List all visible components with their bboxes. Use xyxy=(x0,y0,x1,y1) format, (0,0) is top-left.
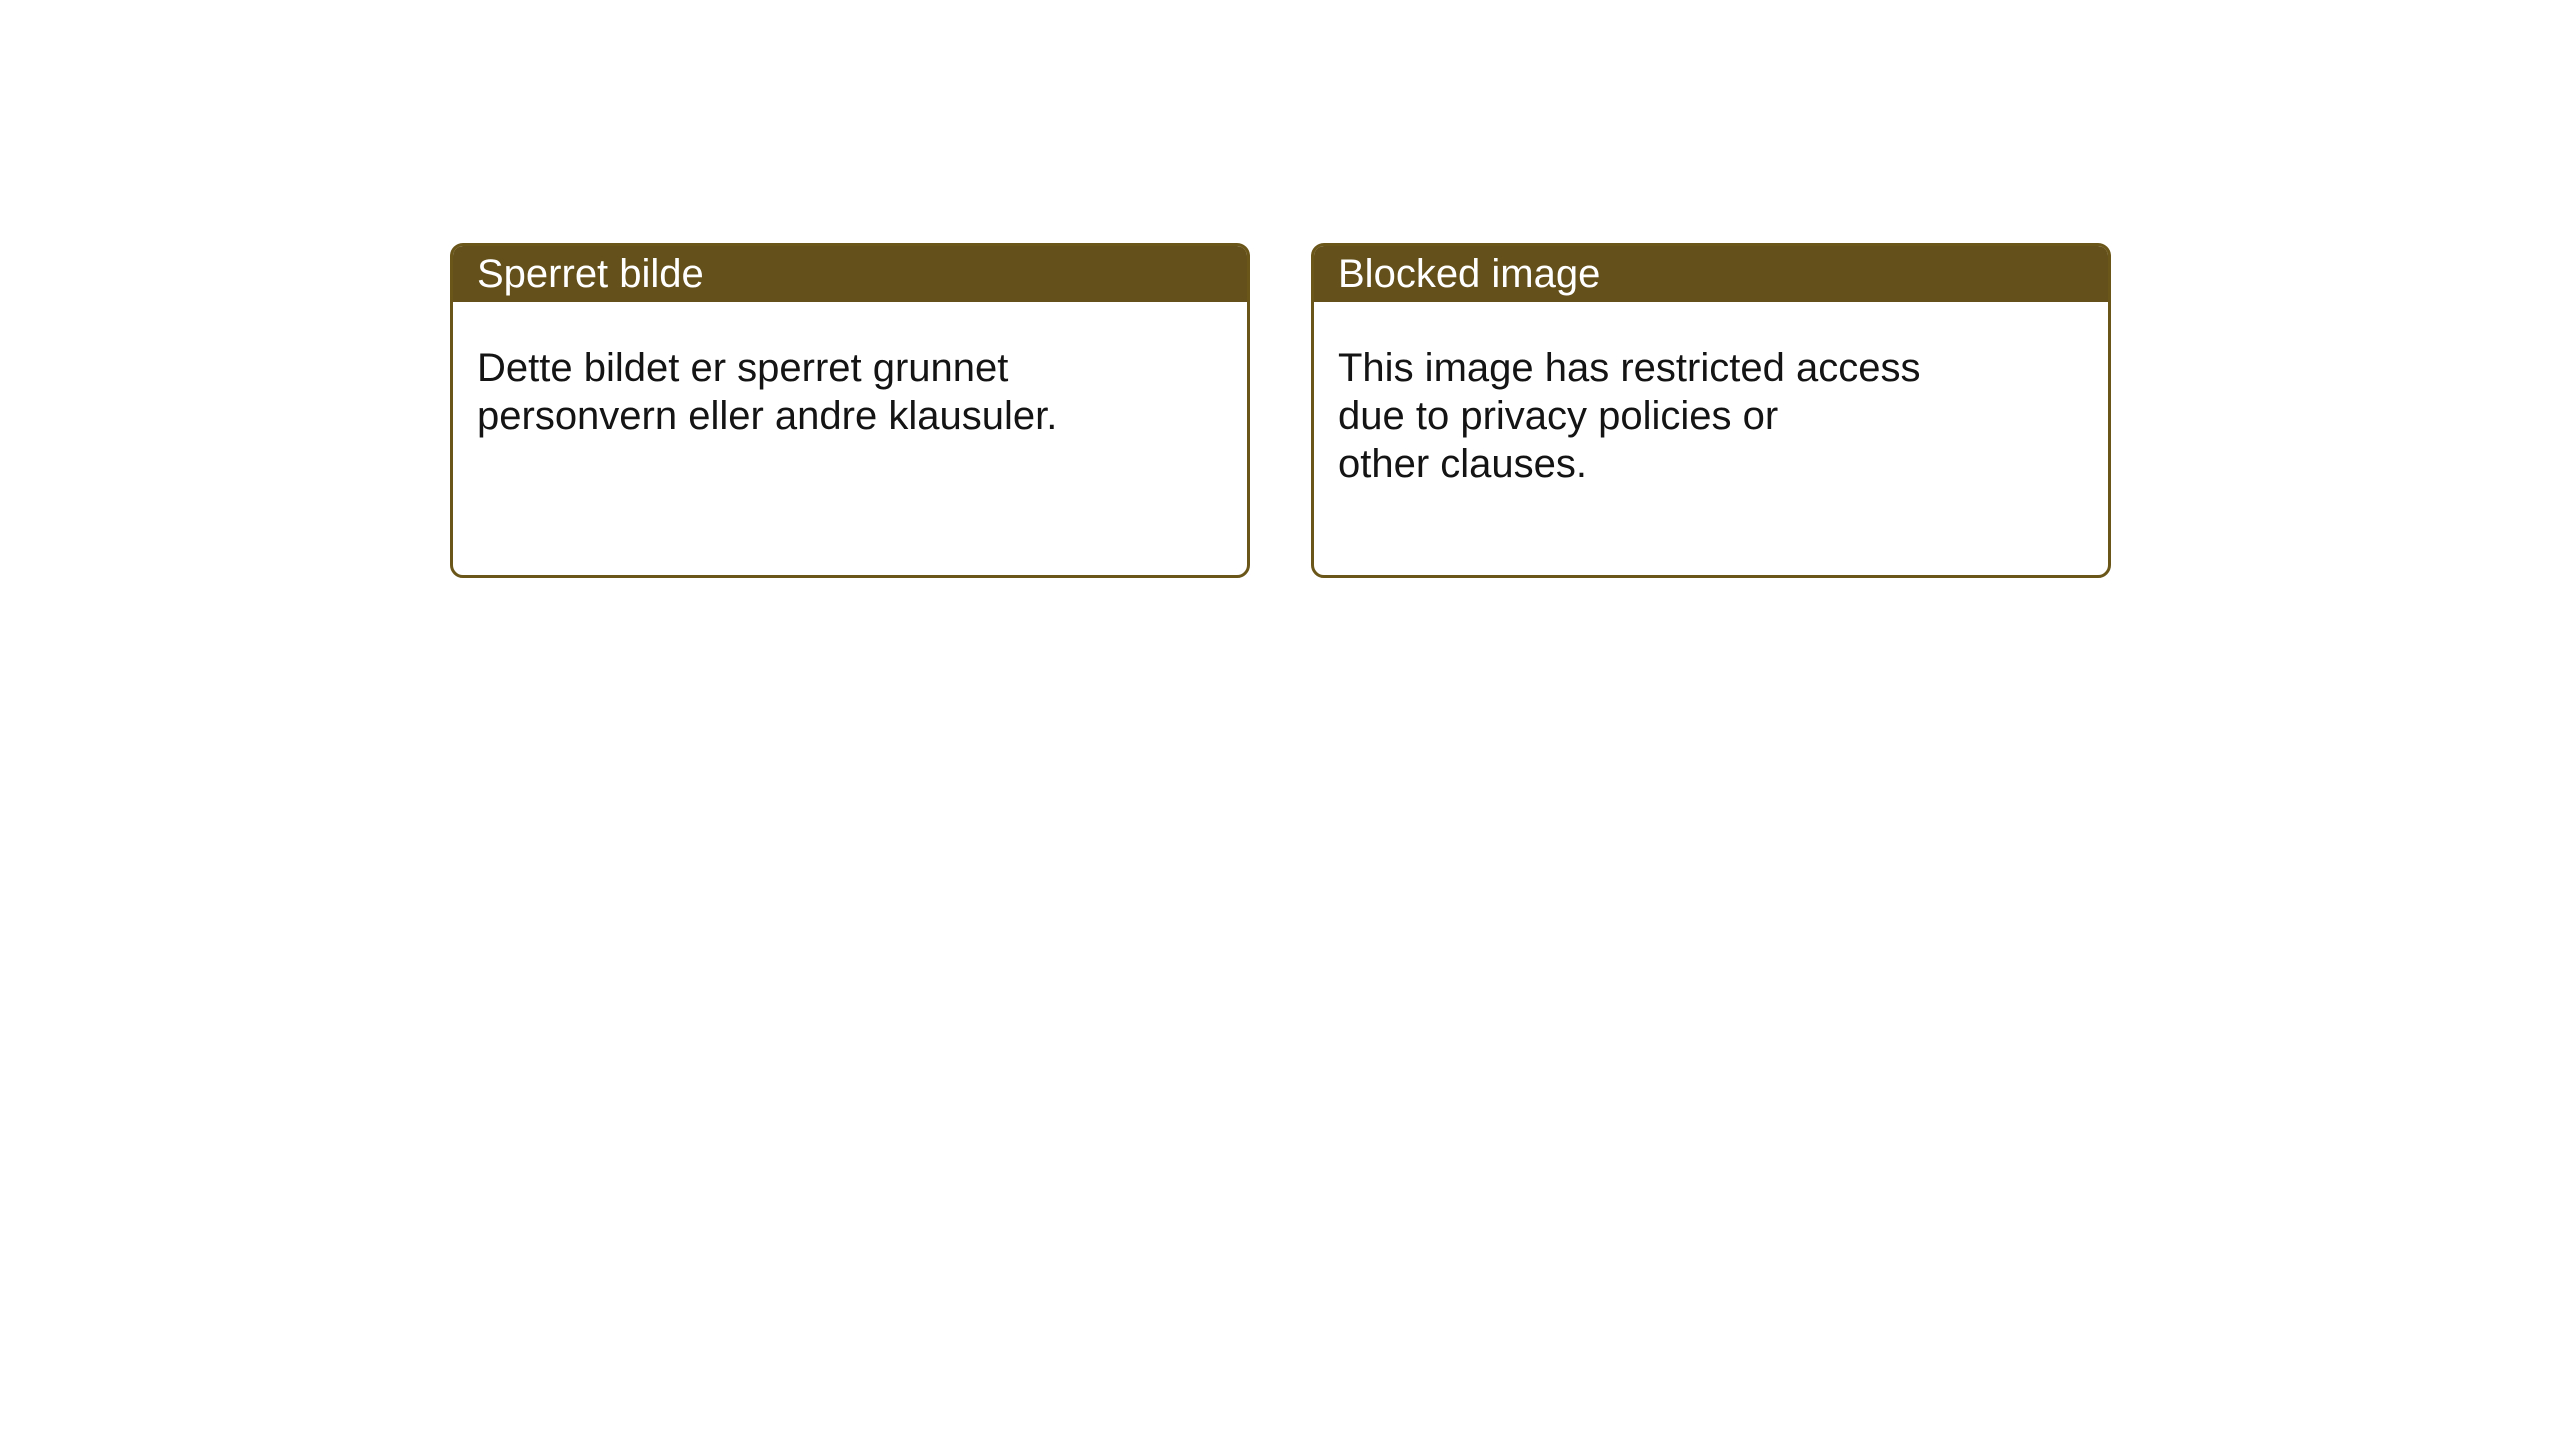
card-body xyxy=(453,302,1247,440)
card-title: Blocked image xyxy=(1338,252,1601,296)
card-body-line: other clauses. xyxy=(1338,442,1588,486)
card-body-line: personvern eller andre klausuler. xyxy=(477,394,1058,438)
blocked-image-card-english xyxy=(1311,243,2111,578)
card-body-line: This image has restricted access xyxy=(1338,346,1921,390)
card-header xyxy=(453,246,1247,302)
card-body xyxy=(1314,302,2108,488)
card-title: Sperret bilde xyxy=(477,252,704,296)
card-body-line: due to privacy policies or xyxy=(1338,394,1779,438)
blocked-image-card-norwegian xyxy=(450,243,1250,578)
card-header xyxy=(1314,246,2108,302)
card-body-line: Dette bildet er sperret grunnet xyxy=(477,346,1009,390)
